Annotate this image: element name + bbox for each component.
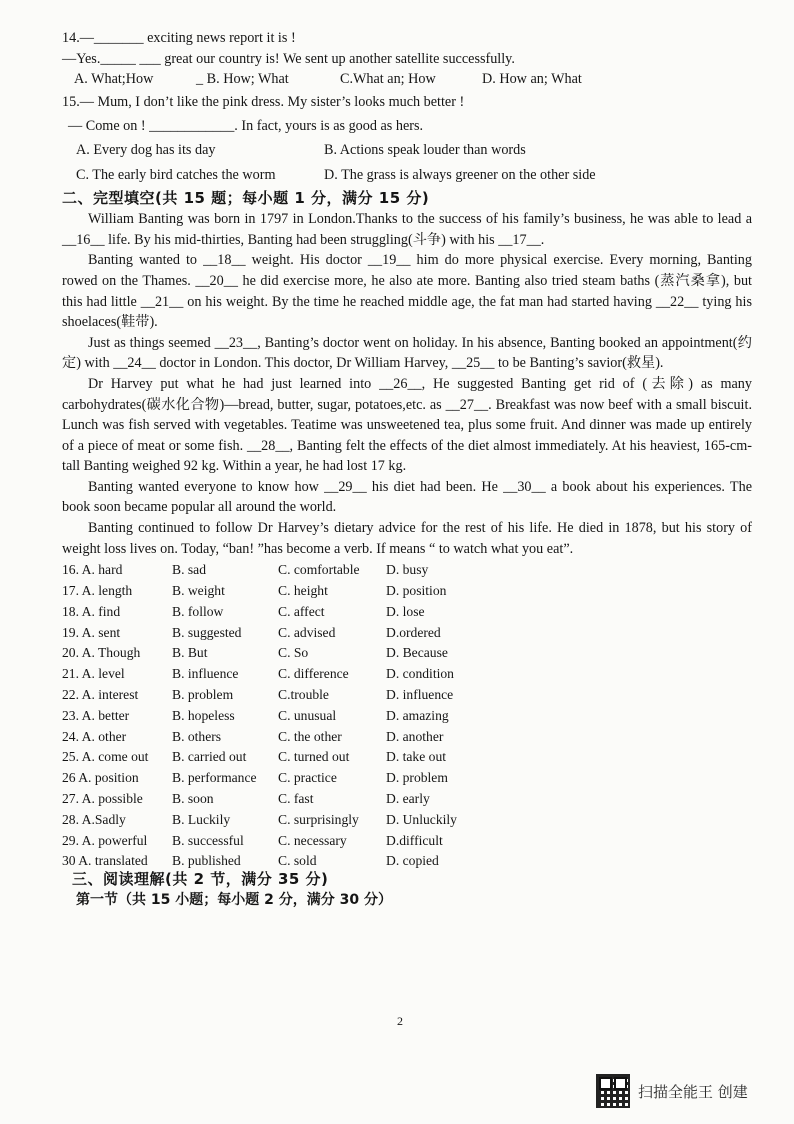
option-a: 16. A. hard xyxy=(62,562,123,578)
q15-options-row1 xyxy=(62,140,762,161)
option-b: B. carried out xyxy=(172,749,247,765)
option-a: 30 A. translated xyxy=(62,853,148,869)
exam-page xyxy=(62,28,762,910)
q14-option-a: A. What;How xyxy=(74,71,154,88)
option-b: B. published xyxy=(172,853,241,869)
cloze-paragraph-2: Banting wanted to __18__ weight. His doctor __19__ him do more physical exercise. Every morning, Banting rowed on the Thames. __20__ he did exercise more, he also ate more. Banting also tried steam baths (蒸汽桑拿), but this had little __21__ on his weight. By the time he reached middle age, the fat man had started having __22__ tying his shoelaces(鞋带). xyxy=(62,252,752,331)
option-d: D.ordered xyxy=(386,624,441,640)
option-a: 17. A. length xyxy=(62,583,133,599)
option-b: B. performance xyxy=(172,770,257,786)
option-a: 27. A. possible xyxy=(62,791,143,807)
option-c: C. sold xyxy=(278,853,317,869)
cloze-paragraph-1: William Banting was born in 1797 in London.Thanks to the success of his family’s business, he was able to lead a __16__ life. By his mid-thirties, Banting had been struggling(斗争) with his __17__. xyxy=(62,211,752,248)
option-b: B. sad xyxy=(172,562,206,578)
cloze-passage xyxy=(62,209,752,559)
options-row-18 xyxy=(62,602,762,623)
option-d: D. lose xyxy=(386,603,425,619)
options-row-22 xyxy=(62,685,762,706)
option-d: D. take out xyxy=(386,749,447,765)
option-a: 19. A. sent xyxy=(62,624,121,640)
option-b: B. But xyxy=(172,645,208,661)
q14-option-c: C.What an; How xyxy=(340,71,436,88)
cloze-paragraph-6: Banting continued to follow Dr Harvey’s dietary advice for the rest of his life. He died in 1878, but his story of weight loss lives on. Today, “ban! ”has become a verb. If means “ to watch what you eat”. xyxy=(62,520,752,557)
option-d: D. condition xyxy=(386,666,454,682)
option-c: C. necessary xyxy=(278,832,347,848)
option-c: C. turned out xyxy=(278,749,350,765)
option-b: B. problem xyxy=(172,687,234,703)
option-c: C. affect xyxy=(278,603,325,619)
option-d: D. amazing xyxy=(386,707,449,723)
option-a: 23. A. better xyxy=(62,707,130,723)
option-b: B. successful xyxy=(172,832,244,848)
option-d: D. another xyxy=(386,728,444,744)
options-row-25 xyxy=(62,747,762,768)
option-d: D.difficult xyxy=(386,832,443,848)
option-b: B. influence xyxy=(172,666,239,682)
q14-prompt: 14.—_______ exciting news report it is ! xyxy=(62,30,296,46)
section-3-subheading: 第一节（共 15 小题；每小题 2 分，满分 30 分） xyxy=(76,892,392,909)
q14-option-d: D. How an; What xyxy=(482,71,582,88)
q15-option-c: C. The early bird catches the worm xyxy=(76,166,276,183)
section-3-heading: 三、阅读理解(共 2 节，满分 35 分) xyxy=(72,870,329,889)
cloze-paragraph-3: Just as things seemed __23__, Banting’s doctor went on holiday. In his absence, Banting booked an appointment(约定) with __24__ doctor in London. This doctor, Dr William Harvey, __25__ to be Banting’s savior(救星). xyxy=(62,334,752,372)
option-c: C. difference xyxy=(278,666,349,682)
q15-option-b: B. Actions speak louder than words xyxy=(324,141,526,158)
cloze-paragraph-4: Dr Harvey put what he had just learned into __26__, He suggested Banting get rid of (去除) as many carbohydrates(碳水化合物)—bread, butter, sugar, potatoes,etc. as __27__. Breakfast was now beef with a small biscuit. Lunch was fish served with vegetables. Teatime was unsweetened tea, plus some fruit. And dinner was made up entirely of a piece of meat or some fish. __28__, Banting felt the effects of the diet almost immediately. At his heaviest, 165-cm-tall Banting weighed 92 kg. Within a year, he had lost 17 kg. xyxy=(62,375,752,475)
option-a: 28. A.Sadly xyxy=(62,811,126,827)
option-d: D. busy xyxy=(386,562,429,578)
option-d: D. copied xyxy=(386,853,439,869)
q15-response: — Come on ! ____________. In fact, yours is as good as hers. xyxy=(68,118,424,135)
option-d: D. early xyxy=(386,791,430,807)
question-15 xyxy=(62,92,762,185)
option-c: C. height xyxy=(278,583,328,599)
q15-prompt: 15.— Mum, I don’t like the pink dress. My sister’s looks much better ! xyxy=(62,93,465,110)
option-a: 24. A. other xyxy=(62,728,127,744)
options-row-19 xyxy=(62,623,762,644)
page-number: 2 xyxy=(397,1014,403,1028)
option-b: B. suggested xyxy=(172,624,242,640)
question-14 xyxy=(62,28,762,90)
options-row-17 xyxy=(62,581,762,602)
q14-option-b: _ B. How; What xyxy=(196,71,289,88)
option-c: C. So xyxy=(278,645,309,661)
option-c: C. surprisingly xyxy=(278,811,359,827)
options-row-21 xyxy=(62,664,762,685)
option-c: C. practice xyxy=(278,770,337,786)
option-d: D. influence xyxy=(386,687,454,703)
option-b: B. follow xyxy=(172,603,224,619)
option-d: D. position xyxy=(386,583,447,599)
options-row-29 xyxy=(62,831,762,852)
option-a: 20. A. Though xyxy=(62,645,141,661)
q14-response: —Yes._____ ___ great our country is! We sent up another satellite successfully. xyxy=(62,50,515,67)
option-c: C. unusual xyxy=(278,707,337,723)
option-b: B. hopeless xyxy=(172,707,235,723)
options-row-24 xyxy=(62,727,762,748)
cloze-options xyxy=(62,560,762,872)
option-c: C. advised xyxy=(278,624,336,640)
options-row-20 xyxy=(62,643,762,664)
scanner-watermark xyxy=(596,1074,748,1108)
option-a: 29. A. powerful xyxy=(62,832,148,848)
q15-option-a: A. Every dog has its day xyxy=(76,141,216,158)
options-row-23 xyxy=(62,706,762,727)
options-row-27 xyxy=(62,789,762,810)
q15-options-row2 xyxy=(62,165,762,186)
scanner-label: 扫描全能王 创建 xyxy=(638,1082,748,1101)
option-b: B. Luckily xyxy=(172,811,231,827)
options-row-26 xyxy=(62,768,762,789)
section-2-heading: 二、完型填空(共 15 题；每小题 1 分，满分 15 分) xyxy=(62,189,430,208)
option-c: C. comfortable xyxy=(278,562,360,578)
option-c: C. fast xyxy=(278,791,314,807)
qr-code-icon xyxy=(596,1074,630,1108)
option-a: 18. A. find xyxy=(62,603,121,619)
option-b: B. soon xyxy=(172,791,214,807)
option-d: D. Unluckily xyxy=(386,811,457,827)
q14-options xyxy=(62,69,762,90)
option-d: D. problem xyxy=(386,770,448,786)
option-a: 25. A. come out xyxy=(62,749,149,765)
options-row-16 xyxy=(62,560,762,581)
options-row-28 xyxy=(62,810,762,831)
option-a: 22. A. interest xyxy=(62,687,139,703)
option-c: C. the other xyxy=(278,728,342,744)
option-d: D. Because xyxy=(386,645,448,661)
q15-option-d: D. The grass is always greener on the other side xyxy=(324,166,596,183)
option-a: 21. A. level xyxy=(62,666,125,682)
option-b: B. others xyxy=(172,728,222,744)
option-c: C.trouble xyxy=(278,687,329,703)
option-a: 26 A. position xyxy=(62,770,139,786)
option-b: B. weight xyxy=(172,583,225,599)
cloze-paragraph-5: Banting wanted everyone to know how __29__ his diet had been. He __30__ a book about his experiences. The book soon became popular all around the world. xyxy=(62,478,752,516)
